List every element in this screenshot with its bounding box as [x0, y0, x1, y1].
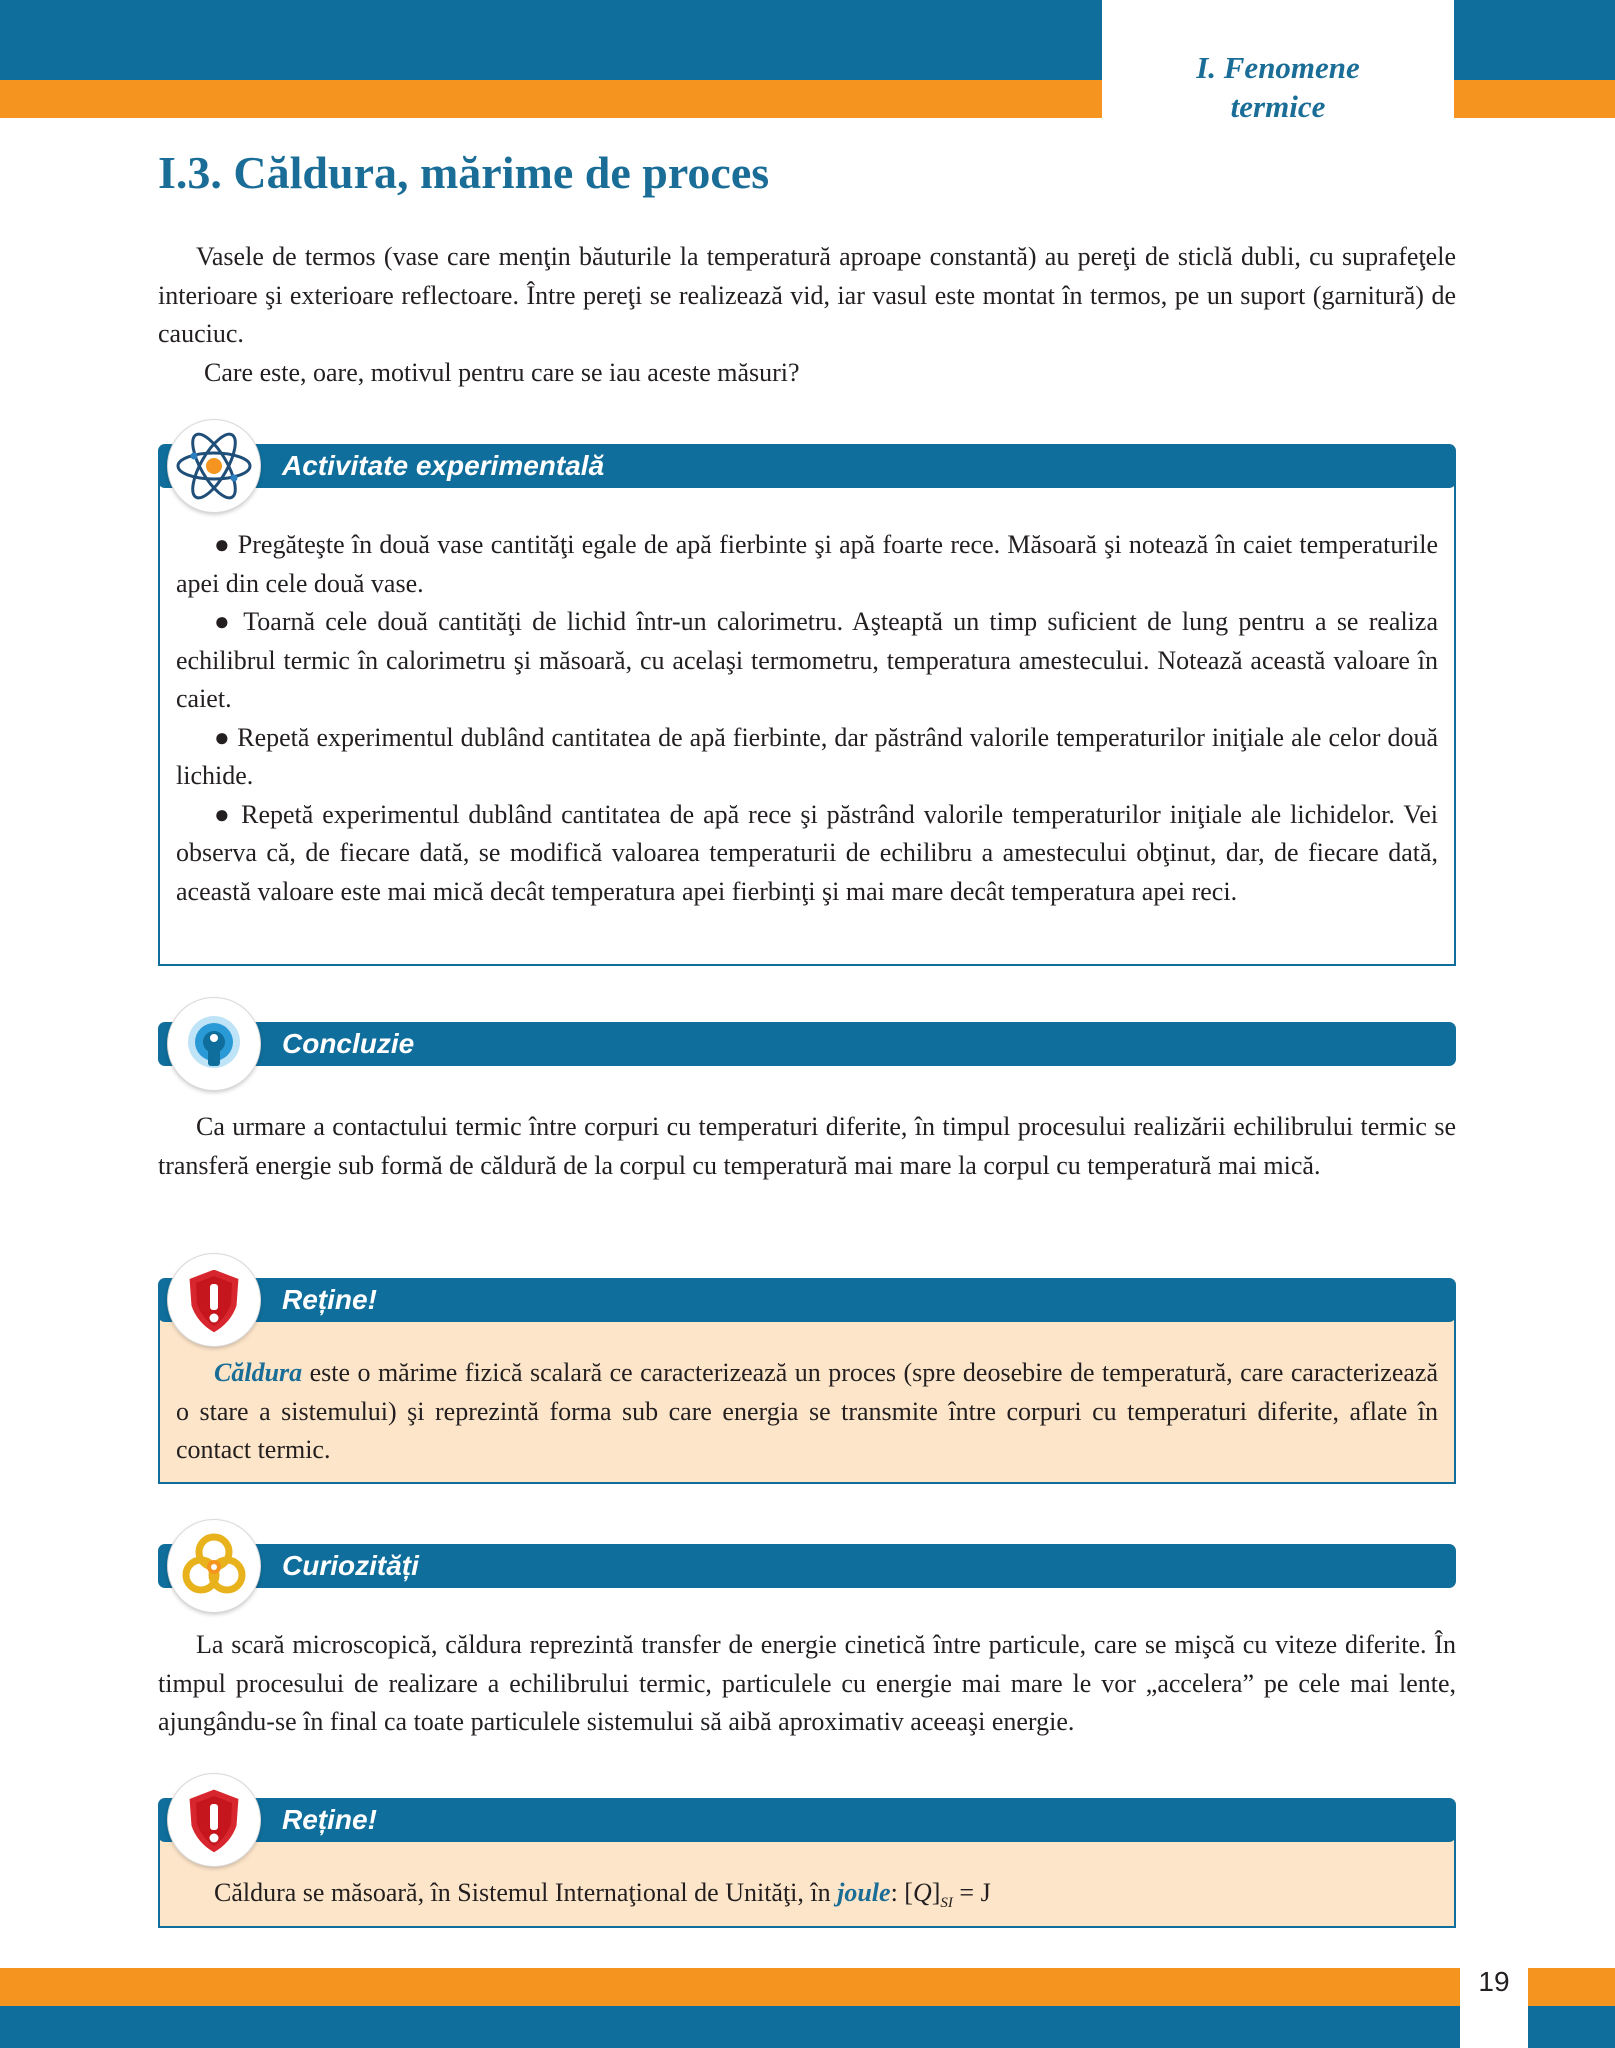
remember-term-1: Căldura	[214, 1358, 303, 1387]
remember-text-2	[176, 1874, 1438, 1923]
warning-shield-icon	[168, 1254, 260, 1346]
conclusion-label: Concluzie	[282, 1028, 415, 1059]
remember-2-text-after: = J	[952, 1878, 991, 1907]
remember-label-1: Reține!	[282, 1284, 377, 1315]
conclusion-text	[158, 1108, 1456, 1185]
conclusion-paragraph: Ca urmare a contactului termic între corpuri cu temperaturi diferite, în timpul procesului realizării echilibrului termic se transferă energie sub formă de căldură de la corpul cu temperatură mai mare la corpul cu temperatură mai mică.	[158, 1112, 1456, 1180]
si-subscript: SI	[940, 1895, 953, 1912]
lightbulb-icon	[168, 998, 260, 1090]
remember-2-colon: : [	[890, 1878, 913, 1907]
intro-paragraph-1: Vasele de termos (vase care menţin băuturile la temperatură aproape constantă) au pereţi de sticlă dubli, cu suprafeţele interioare şi exterioare reflectoare. Între pereţi se realizează vid, iar vasul este montat în termos, pe un suport (garnitură) de cauciuc.	[158, 242, 1456, 348]
activity-text	[176, 526, 1438, 911]
activity-item-1: ● Pregăteşte în două vase cantităţi egale de apă fierbinte şi apă foarte rece. Măsoară şi notează în caiet temperaturile apei din cele două vase.	[176, 530, 1438, 598]
activity-item-4: ● Repetă experimentul dublând cantitatea de apă rece şi păstrând valorile temperaturilor iniţiale ale lichidelor. Vei observa că, de fiecare dată, se modifică valoarea temperaturii de echilibru a amestecului obţinut, dar, de fiecare dată, această valoare este mai mică decât temperatura apei fierbinţi şi mai mare decât temperatura apei reci.	[176, 799, 1438, 906]
chapter-title-line2: termice	[1230, 89, 1326, 124]
intro-text	[158, 238, 1456, 392]
biohazard-icon	[168, 1520, 260, 1612]
activity-item-2: ● Toarnă cele două cantităţi de lichid într-un calorimetru. Aşteaptă un timp suficient de lung pentru a se realiza echilibrul termic în calorimetru şi măsoară, cu acelaşi termometru, temperatura amestecului. Notează această valoare în caiet.	[176, 607, 1438, 713]
remember-2-bracket: ]	[931, 1878, 941, 1907]
curiosities-paragraph: La scară microscopică, căldura reprezintă transfer de energie cinetică între particule, care se mişcă cu viteze diferite. În timpul procesului de realizare a echilibrului termic, particulele cu energie mai mare le vor „accelera” pe cele mai lente, ajungându-se în final ca toate particulele sistemului să aibă aproximativ aceeaşi energie.	[158, 1630, 1456, 1736]
atom-icon	[168, 420, 260, 512]
heat-symbol: Q	[912, 1878, 932, 1907]
activity-label: Activitate experimentală	[282, 450, 605, 481]
activity-item-3: ● Repetă experimentul dublând cantitatea de apă fierbinte, dar păstrând valorile temperaturilor iniţiale ale celor două lichide.	[176, 722, 1438, 790]
curiosities-label: Curiozități	[282, 1550, 419, 1581]
remember-2-term: joule	[837, 1878, 891, 1907]
intro-paragraph-2: Care este, oare, motivul pentru care se iau aceste măsuri?	[204, 357, 800, 387]
remember-text-1	[176, 1354, 1438, 1470]
page-title: I.3. Căldura, mărime de proces	[158, 147, 770, 198]
warning-shield-icon	[168, 1774, 260, 1866]
chapter-title-line1: I. Fenomene	[1196, 50, 1360, 85]
footer-orange-bar	[0, 1968, 1615, 2006]
footer-blue-bar	[0, 2006, 1615, 2048]
remember-label-2: Reține!	[282, 1804, 377, 1835]
page-number: 19	[1478, 1966, 1510, 1997]
curiosities-text	[158, 1626, 1456, 1742]
chapter-title	[1102, 48, 1454, 126]
remember-definition-1: este o mărime fizică scalară ce caracterizează un proces (spre deosebire de temperatură, care caracterizează o stare a sistemului) şi reprezintă forma sub care energia se transmite între corpuri cu temperaturi diferite, aflate în contact termic.	[176, 1358, 1438, 1464]
remember-2-text-before: Căldura se măsoară, în Sistemul Internaţional de Unităţi, în	[214, 1878, 838, 1907]
